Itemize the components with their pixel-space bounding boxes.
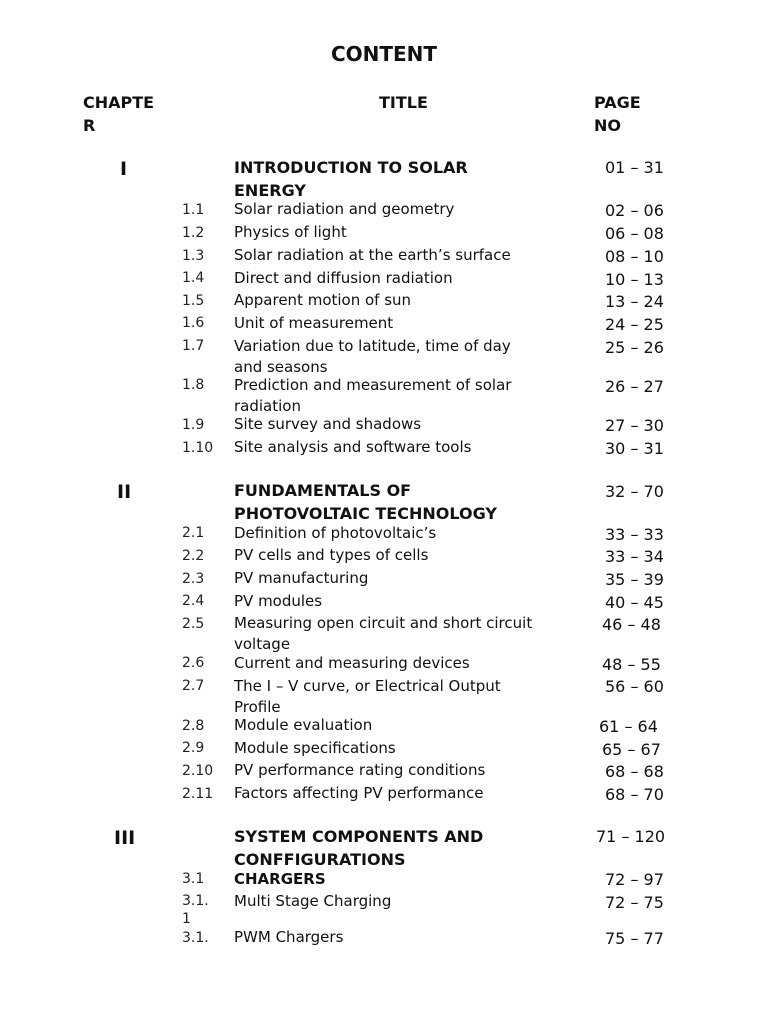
- chapter-numeral: III: [114, 827, 136, 849]
- page-header-line2: NO: [594, 116, 621, 135]
- entry-pages: 35 – 39: [605, 570, 664, 589]
- entry-title: Definition of photovoltaic’s: [234, 524, 437, 542]
- chapter-title: [234, 479, 497, 525]
- chapter-title-line1: SYSTEM COMPONENTS AND: [234, 827, 484, 846]
- chapter-title: [234, 156, 468, 202]
- entry-pages: 65 – 67: [602, 740, 661, 759]
- chapter-pages: 01 – 31: [605, 158, 664, 177]
- entry-number-line2: 1: [182, 911, 191, 927]
- entry-pages: 68 – 70: [605, 785, 664, 804]
- page-title: CONTENT: [330, 42, 438, 66]
- entry-pages: 72 – 97: [605, 870, 664, 889]
- entry-number: 1.3: [182, 248, 205, 264]
- entry-pages: 33 – 34: [605, 547, 664, 566]
- entry-title: [234, 613, 532, 655]
- entry-title: PV modules: [234, 592, 323, 610]
- entry-pages: 24 – 25: [605, 315, 664, 334]
- entry-number: [182, 892, 209, 928]
- chapter-pages: 32 – 70: [605, 482, 664, 501]
- entry-pages: 68 – 68: [605, 762, 664, 781]
- chapter-header: [83, 91, 154, 137]
- entry-title: [234, 676, 501, 718]
- chapter-header-line2: R: [83, 116, 96, 135]
- entry-number: 2.10: [182, 763, 214, 779]
- entry-number: 2.4: [182, 593, 205, 609]
- entry-number: 2.3: [182, 571, 205, 587]
- entry-pages: 10 – 13: [605, 270, 664, 289]
- entry-number: 3.1: [182, 871, 205, 887]
- entry-title: Current and measuring devices: [234, 654, 470, 672]
- chapter-title-line2: ENERGY: [234, 181, 306, 200]
- chapter-title: [234, 825, 483, 871]
- entry-title: Solar radiation at the earth’s surface: [234, 246, 511, 264]
- entry-title: Factors affecting PV performance: [234, 784, 484, 802]
- entry-number: 1.6: [182, 315, 205, 331]
- entry-number: 1.4: [182, 270, 205, 286]
- chapter-pages: 71 – 120: [596, 827, 666, 846]
- chapter-header-line1: CHAPTE: [83, 93, 155, 112]
- entry-title: Apparent motion of sun: [234, 291, 412, 309]
- entry-pages: 72 – 75: [605, 893, 664, 912]
- entry-number: 2.1: [182, 525, 205, 541]
- chapter-title-line1: INTRODUCTION TO SOLAR: [234, 158, 468, 177]
- entry-pages: 56 – 60: [605, 677, 664, 696]
- entry-pages: 27 – 30: [605, 416, 664, 435]
- page-header: [594, 91, 641, 137]
- entry-number: 2.9: [182, 740, 205, 756]
- entry-title: Site survey and shadows: [234, 415, 422, 433]
- entry-pages: 33 – 33: [605, 525, 664, 544]
- entry-title: Module evaluation: [234, 716, 373, 734]
- chapter-numeral: II: [117, 481, 132, 503]
- entry-title: Unit of measurement: [234, 314, 394, 332]
- entry-title: Direct and diffusion radiation: [234, 269, 453, 287]
- entry-pages: 02 – 06: [605, 201, 664, 220]
- chapter-title-line1: FUNDAMENTALS OF: [234, 481, 412, 500]
- entry-title-line2: Profile: [234, 698, 281, 716]
- entry-pages: 26 – 27: [605, 377, 664, 396]
- entry-pages: 08 – 10: [605, 247, 664, 266]
- entry-number: 2.2: [182, 548, 205, 564]
- chapter-title-line2: CONFFIGURATIONS: [234, 850, 406, 869]
- entry-title: Module specifications: [234, 739, 396, 757]
- entry-title-line2: and seasons: [234, 358, 328, 376]
- entry-title-line1: Prediction and measurement of solar: [234, 376, 512, 394]
- entry-number: 2.6: [182, 655, 205, 671]
- entry-number: 1.7: [182, 338, 205, 354]
- entry-title: Solar radiation and geometry: [234, 200, 455, 218]
- entry-title-line1: Variation due to latitude, time of day: [234, 337, 511, 355]
- chapter-numeral: I: [120, 158, 128, 180]
- entry-title-line2: voltage: [234, 635, 291, 653]
- entry-pages: 06 – 08: [605, 224, 664, 243]
- entry-title: PV performance rating conditions: [234, 761, 486, 779]
- entry-pages: 48 – 55: [602, 655, 661, 674]
- entry-title-line2: radiation: [234, 397, 301, 415]
- entry-number: 2.5: [182, 616, 205, 632]
- entry-number: 3.1.: [182, 930, 209, 946]
- entry-title: [234, 375, 511, 417]
- entry-title-line1: The I – V curve, or Electrical Output: [234, 677, 501, 695]
- entry-number: 1.1: [182, 202, 205, 218]
- entry-number: 1.5: [182, 293, 205, 309]
- entry-title: CHARGERS: [234, 870, 326, 888]
- entry-title: PV cells and types of cells: [234, 546, 429, 564]
- entry-pages: 61 – 64: [599, 717, 658, 736]
- entry-pages: 75 – 77: [605, 929, 664, 948]
- entry-number: 2.7: [182, 678, 205, 694]
- entry-number: 1.9: [182, 417, 205, 433]
- entry-number: 1.8: [182, 377, 205, 393]
- entry-title: PWM Chargers: [234, 928, 344, 946]
- title-header: TITLE: [379, 93, 428, 112]
- entry-number: 2.11: [182, 786, 214, 802]
- entry-number: 2.8: [182, 718, 205, 734]
- entry-pages: 40 – 45: [605, 593, 664, 612]
- entry-title-line1: Measuring open circuit and short circuit: [234, 614, 533, 632]
- entry-number: 1.10: [182, 440, 214, 456]
- entry-title: [234, 336, 511, 378]
- page-header-line1: PAGE: [594, 93, 641, 112]
- entry-pages: 30 – 31: [605, 439, 664, 458]
- entry-number-line1: 3.1.: [182, 893, 209, 909]
- entry-pages: 25 – 26: [605, 338, 664, 357]
- entry-title: Multi Stage Charging: [234, 892, 392, 910]
- entry-pages: 13 – 24: [605, 292, 664, 311]
- entry-pages: 46 – 48: [602, 615, 661, 634]
- entry-title: Site analysis and software tools: [234, 438, 472, 456]
- entry-title: PV manufacturing: [234, 569, 369, 587]
- entry-number: 1.2: [182, 225, 205, 241]
- entry-title: Physics of light: [234, 223, 347, 241]
- chapter-title-line2: PHOTOVOLTAIC TECHNOLOGY: [234, 504, 497, 523]
